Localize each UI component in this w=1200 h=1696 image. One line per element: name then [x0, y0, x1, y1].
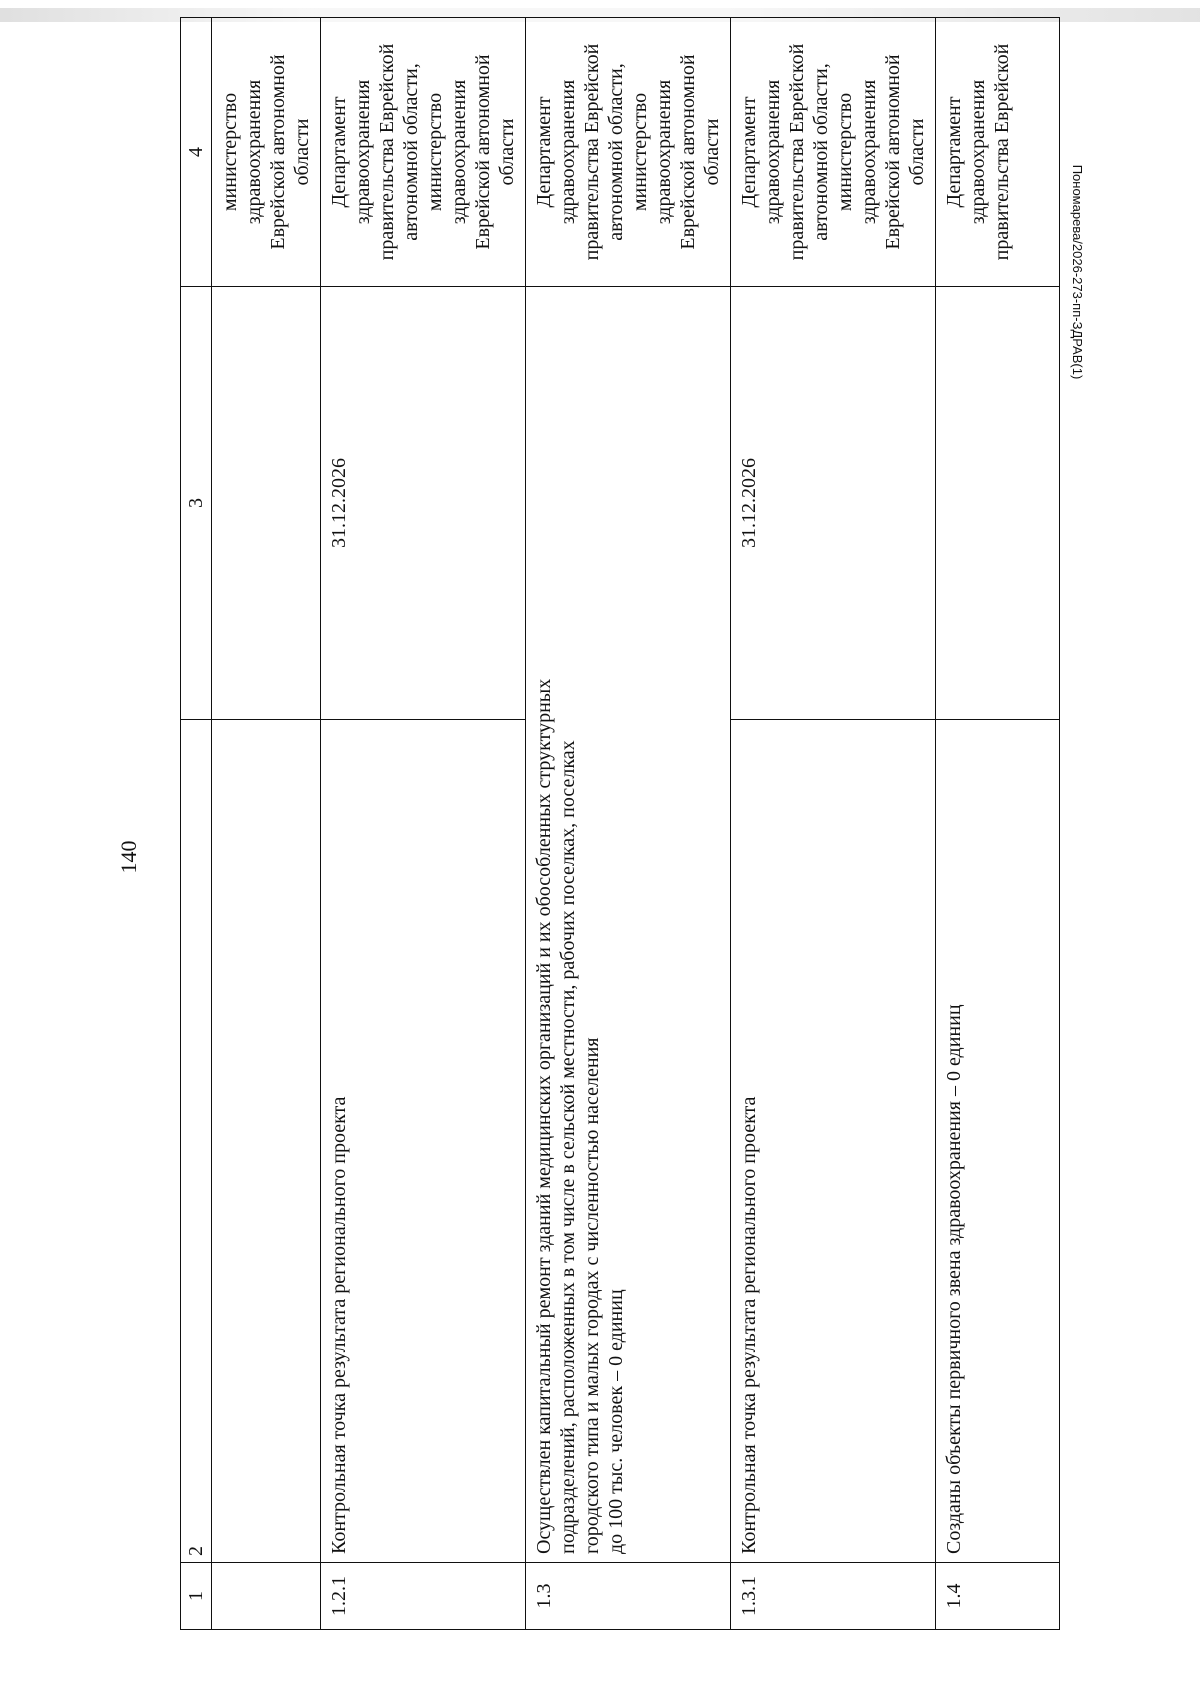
responsible-line: правительства Еврейской	[376, 43, 398, 261]
responsible-line: здравоохранения	[967, 79, 989, 225]
responsible-line: здравоохранения	[762, 79, 784, 225]
row-description: Созданы объекты первичного звена здравоохранения – 0 единиц	[936, 720, 1060, 1563]
row-description-merged	[526, 287, 731, 1563]
row-number: 1.3	[526, 1563, 731, 1630]
responsible-line: автономной области,	[605, 63, 627, 241]
row-description	[212, 720, 321, 1563]
responsible-line: области	[291, 118, 313, 186]
table-header-row	[181, 18, 212, 1630]
row-number: 1.4	[936, 1563, 1060, 1630]
responsible-line: области	[906, 118, 928, 186]
description-line: городского типа и малых городах с численностью населения	[581, 1037, 603, 1554]
row-responsible	[321, 18, 526, 287]
row-responsible	[731, 18, 936, 287]
responsible-line: здравоохранения	[448, 79, 470, 225]
description-line: до 100 тыс. человек – 0 единиц	[605, 1289, 627, 1554]
responsible-line: Департамент	[943, 96, 965, 208]
responsible-line: министерство	[629, 92, 651, 212]
responsible-line: Департамент	[328, 96, 350, 208]
row-description: Контрольная точка результата регионального проекта	[731, 720, 936, 1563]
table-row	[212, 18, 321, 1630]
header-col-3: 3	[181, 287, 212, 720]
responsible-line: здравоохранения	[557, 79, 579, 225]
responsible-line: Еврейской автономной	[472, 54, 494, 250]
header-col-1: 1	[181, 1563, 212, 1630]
responsible-line: правительства Еврейской	[581, 43, 603, 261]
table-row	[731, 18, 936, 1630]
responsible-line: Еврейской автономной	[267, 54, 289, 250]
row-responsible	[526, 18, 731, 287]
responsible-line: автономной области,	[810, 63, 832, 241]
row-date	[936, 287, 1060, 720]
responsible-line: области	[701, 118, 723, 186]
table-row	[321, 18, 526, 1630]
responsible-line: Департамент	[533, 96, 555, 208]
responsible-line: Еврейской автономной	[882, 54, 904, 250]
responsible-line: правительства Еврейской	[786, 43, 808, 261]
rotated-table-container	[180, 43, 1060, 1630]
page-number: 140	[116, 840, 141, 874]
responsible-line: здравоохранения	[653, 79, 675, 225]
responsible-line: Еврейской автономной	[677, 54, 699, 250]
responsible-line: министерство	[424, 92, 446, 212]
row-date: 31.12.2026	[731, 287, 936, 720]
header-col-2: 2	[181, 720, 212, 1563]
row-date	[212, 287, 321, 720]
row-description: Контрольная точка результата регионального проекта	[321, 720, 526, 1563]
responsible-line: автономной области,	[400, 63, 422, 241]
table-row	[526, 18, 731, 1630]
responsible-line: министерство	[834, 92, 856, 212]
responsible-line: министерство	[219, 92, 241, 212]
project-plan-table	[180, 17, 1060, 1630]
description-line: Осуществлен капитальный ремонт зданий медицинских организаций и их обособленных структурных	[533, 678, 555, 1554]
responsible-line: здравоохранения	[858, 79, 880, 225]
row-responsible	[212, 18, 321, 287]
responsible-line: здравоохранения	[243, 79, 265, 225]
table-row	[936, 18, 1060, 1630]
row-date: 31.12.2026	[321, 287, 526, 720]
row-responsible	[936, 18, 1060, 287]
header-col-4: 4	[181, 18, 212, 287]
row-number: 1.3.1	[731, 1563, 936, 1630]
responsible-line: Департамент	[738, 96, 760, 208]
row-number	[212, 1563, 321, 1630]
description-line: подразделений, расположенных в том числе в сельской местности, рабочих поселках, поселках	[557, 740, 579, 1554]
responsible-line: области	[496, 118, 518, 186]
responsible-line: правительства Еврейской	[991, 43, 1013, 261]
row-number: 1.2.1	[321, 1563, 526, 1630]
responsible-line: здравоохранения	[352, 79, 374, 225]
document-code: Пономарева/2026-273-пп-ЗДРАВ(1)	[1070, 164, 1085, 380]
